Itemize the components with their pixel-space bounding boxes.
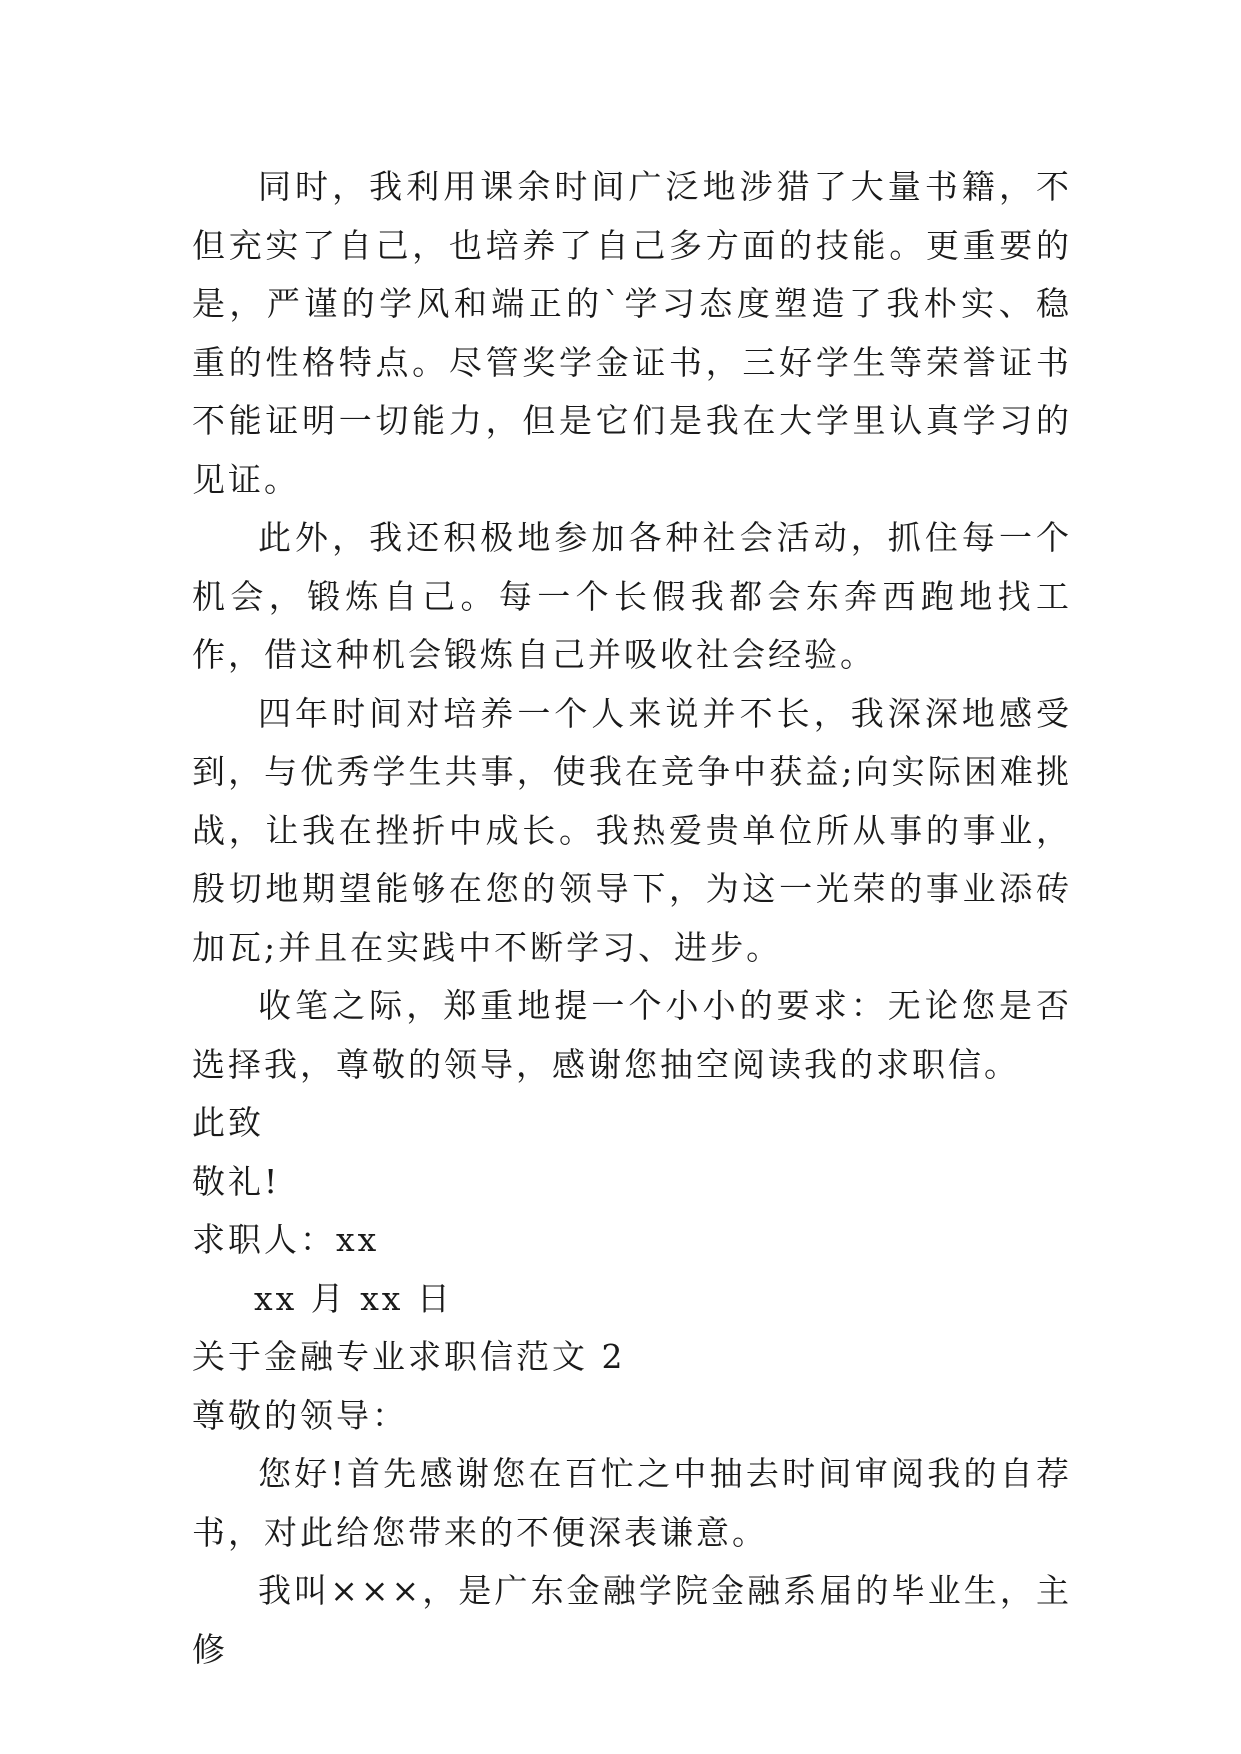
section-title: 关于金融专业求职信范文 2 xyxy=(192,1337,626,1376)
document-body xyxy=(192,158,1072,1679)
closing-greeting: 此致 xyxy=(192,1103,264,1142)
paragraph-greeting: 您好!首先感谢您在百忙之中抽去时间审阅我的自荐书，对此给您带来的不便深表谦意。 xyxy=(192,1454,1072,1552)
paragraph-study: 同时，我利用课余时间广泛地涉猎了大量书籍，不但充实了自己，也培养了自己多方面的技能。更重要的是，严谨的学风和端正的`学习态度塑造了我朴实、稳重的性格特点。尽管奖学金证书，三好学生等荣誉证书不能证明一切能力，但是它们是我在大学里认真学习的见证。 xyxy=(192,167,1072,499)
paragraph-four-years: 四年时间对培养一个人来说并不长，我深深地感受到，与优秀学生共事，使我在竞争中获益;向实际困难挑战，让我在挫折中成长。我热爱贵单位所从事的事业，殷切地期望能够在您的领导下，为这一光荣的事业添砖加瓦;并且在实践中不断学习、进步。 xyxy=(192,693,1072,967)
paragraph-closing-request: 收笔之际，郑重地提一个小小的要求：无论您是否选择我，尊敬的领导，感谢您抽空阅读我的求职信。 xyxy=(192,986,1072,1084)
closing-salute: 敬礼! xyxy=(192,1161,281,1201)
date-line: xx 月 xx 日 xyxy=(254,1278,453,1318)
salutation: 尊敬的领导： xyxy=(192,1395,408,1435)
signature-line: 求职人：xx xyxy=(192,1220,380,1259)
paragraph-activities: 此外，我还积极地参加各种社会活动，抓住每一个机会，锻炼自己。每一个长假我都会东奔西跑地找工作，借这种机会锻炼自己并吸收社会经验。 xyxy=(192,518,1072,674)
paragraph-introduction: 我叫×××，是广东金融学院金融系届的毕业生，主修 xyxy=(192,1571,1072,1669)
